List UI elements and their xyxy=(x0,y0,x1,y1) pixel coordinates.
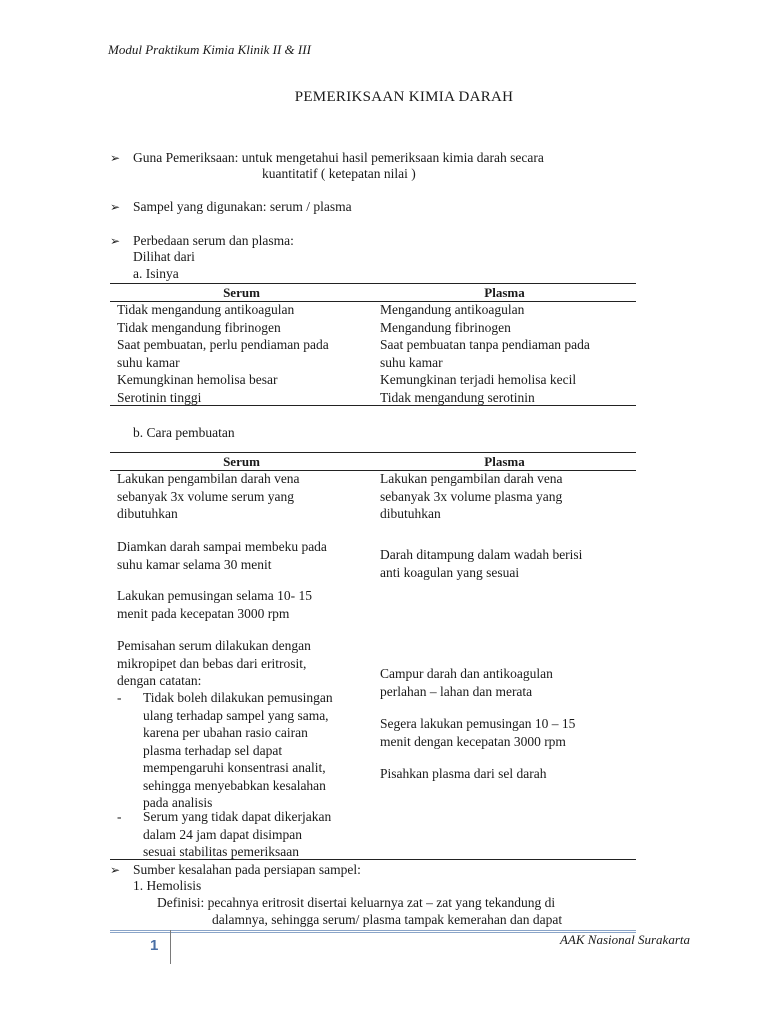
hemolisis-item: 1. Hemolisis xyxy=(133,878,202,893)
table2-bottom-rule xyxy=(110,859,636,860)
sub-b: b. Cara pembuatan xyxy=(133,425,235,440)
table1-cell: Serotinin tinggi xyxy=(117,389,202,405)
table2-cell: Lakukan pengambilan darah vena xyxy=(117,471,300,486)
table2-cell: Pisahkan plasma dari sel darah xyxy=(380,766,547,781)
table2-plasma-block xyxy=(380,765,546,783)
table1-cell: Tidak mengandung antikoagulan xyxy=(117,302,295,317)
table1-cell: Saat pembuatan tanpa pendiaman pada xyxy=(380,337,590,352)
table2-cell: ulang terhadap sampel yang sama, xyxy=(143,707,329,723)
table2-cell: sehingga menyebabkan kesalahan xyxy=(143,777,326,793)
table2-cell: suhu kamar selama 30 menit xyxy=(117,556,272,572)
table2-plasma-block xyxy=(380,665,553,700)
definisi-line2: dalamnya, sehingga serum/ plasma tampak kemerahan dan dapat xyxy=(212,912,563,927)
dash-marker: - xyxy=(117,809,122,824)
table2-cell: Campur darah dan antikoagulan xyxy=(380,666,553,681)
table2-cell: menit dengan kecepatan 3000 rpm xyxy=(380,733,566,749)
table2-cell: dalam 24 jam dapat disimpan xyxy=(143,826,302,842)
table2-cell: Tidak boleh dilakukan pemusingan xyxy=(143,690,333,705)
table2-cell: sebanyak 3x volume plasma yang xyxy=(380,488,563,504)
table1-cell: Kemungkinan terjadi hemolisa kecil xyxy=(380,372,577,387)
footer-institution: AAK Nasional Surakarta xyxy=(559,932,690,947)
table2-serum-block xyxy=(117,637,311,690)
perbedaan-heading: Perbedaan serum dan plasma: xyxy=(133,233,294,248)
table1-cell: Mengandung fibrinogen xyxy=(380,319,511,335)
table2-cell: Diamkan darah sampai membeku pada xyxy=(117,539,327,554)
table2-serum-block xyxy=(117,587,312,622)
definisi-line1: Definisi: pecahnya eritrosit disertai keluarnya zat – zat yang tekandung di xyxy=(157,895,556,910)
table1-cell: Tidak mengandung fibrinogen xyxy=(117,319,281,335)
running-header: Modul Praktikum Kimia Klinik II & III xyxy=(108,42,311,57)
sampel-text: Sampel yang digunakan: serum / plasma xyxy=(133,199,352,214)
table2-plasma-block xyxy=(380,546,582,581)
table2-serum-block xyxy=(117,538,327,573)
table2-cell: Lakukan pengambilan darah vena xyxy=(380,471,563,486)
table2-cell: plasma terhadap sel dapat xyxy=(143,742,283,758)
table1-cell: Kemungkinan hemolisa besar xyxy=(117,372,278,387)
table1-top-rule xyxy=(110,283,636,284)
table1-cell: suhu kamar xyxy=(117,354,180,370)
guna-line1: Guna Pemeriksaan: untuk mengetahui hasil pemeriksaan kimia darah secara xyxy=(133,150,544,165)
table2-cell: sebanyak 3x volume serum yang xyxy=(117,488,294,504)
table2-cell: karena per ubahan rasio cairan xyxy=(143,725,308,740)
guna-line2: kuantitatif ( ketepatan nilai ) xyxy=(262,166,416,181)
bullet-arrow-icon: ➢ xyxy=(110,151,121,165)
table2-serum-note1 xyxy=(143,689,333,812)
table2-cell: Segera lakukan pemusingan 10 – 15 xyxy=(380,716,576,731)
dilihat-dari: Dilihat dari xyxy=(133,249,195,264)
table2-cell: Pemisahan serum dilakukan dengan xyxy=(117,638,311,653)
table2-cell: Serum yang tidak dapat dikerjakan xyxy=(143,809,332,824)
table2-cell: menit pada kecepatan 3000 rpm xyxy=(117,605,290,621)
sub-a: a. Isinya xyxy=(133,266,179,281)
page-number: 1 xyxy=(150,937,159,954)
table1-plasma-col xyxy=(380,301,590,406)
table2-cell: perlahan – lahan dan merata xyxy=(380,683,533,699)
bullet-arrow-icon: ➢ xyxy=(110,863,121,877)
table2-top-rule xyxy=(110,452,636,453)
table2-header-plasma: Plasma xyxy=(484,454,525,469)
table2-cell: Darah ditampung dalam wadah berisi xyxy=(380,547,583,562)
table1-header-serum: Serum xyxy=(223,285,260,300)
table2-plasma-block xyxy=(380,715,575,750)
table2-plasma-block xyxy=(380,470,563,523)
table2-serum-block xyxy=(117,470,300,523)
footer-rule xyxy=(110,930,636,933)
table2-cell: mikropipet dan bebas dari eritrosit, xyxy=(117,655,307,671)
table1-cell: Saat pembuatan, perlu pendiaman pada xyxy=(117,337,329,352)
table1-cell: suhu kamar xyxy=(380,354,443,370)
table2-cell: sesuai stabilitas pemeriksaan xyxy=(143,844,299,859)
footer-divider xyxy=(170,930,171,964)
table2-cell: mempengaruhi konsentrasi analit, xyxy=(143,760,326,775)
table1-bottom-rule xyxy=(110,405,636,406)
table2-serum-note2 xyxy=(143,808,331,861)
table2-cell: dibutuhkan xyxy=(380,506,441,521)
table2-cell: dibutuhkan xyxy=(117,506,178,521)
bullet-arrow-icon: ➢ xyxy=(110,200,121,214)
table2-cell: Lakukan pemusingan selama 10- 15 xyxy=(117,588,312,603)
table2-cell: anti koagulan yang sesuai xyxy=(380,564,520,580)
table1-cell: Mengandung antikoagulan xyxy=(380,302,525,317)
dash-marker: - xyxy=(117,690,122,705)
page-title: PEMERIKSAAN KIMIA DARAH xyxy=(294,89,514,105)
bullet-arrow-icon: ➢ xyxy=(110,234,121,248)
table1-cell: Tidak mengandung serotinin xyxy=(380,389,535,405)
table1-serum-col xyxy=(117,301,329,406)
table2-cell: pada analisis xyxy=(143,795,213,810)
sumber-heading: Sumber kesalahan pada persiapan sampel: xyxy=(133,862,361,877)
table2-cell: dengan catatan: xyxy=(117,673,202,688)
table1-header-plasma: Plasma xyxy=(484,285,525,300)
table2-header-serum: Serum xyxy=(223,454,260,469)
